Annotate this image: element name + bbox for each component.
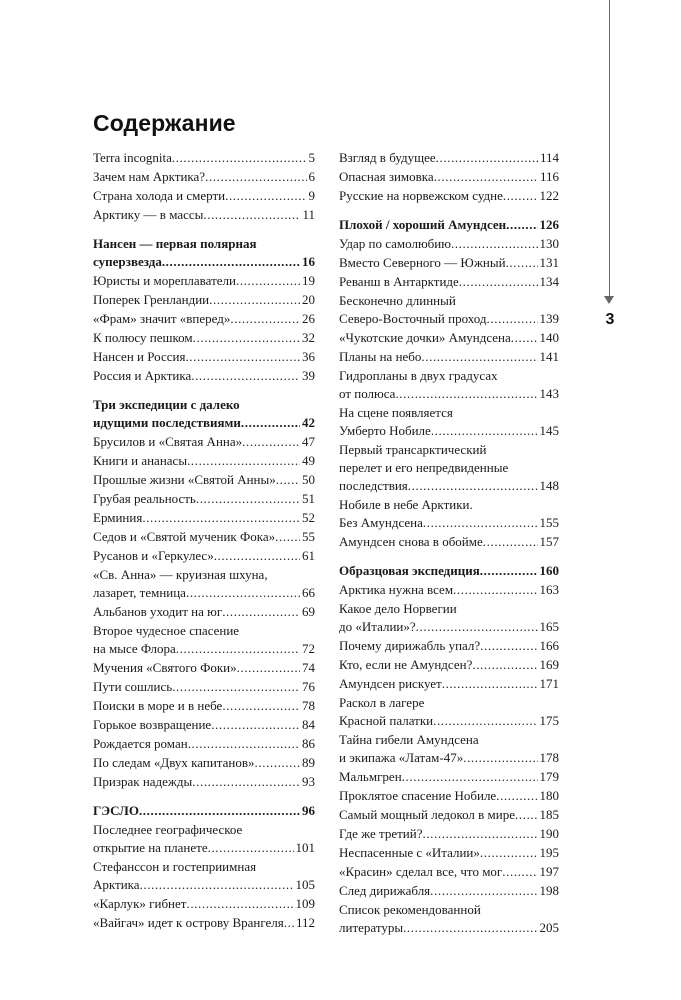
toc-entry-page-number: 205 bbox=[539, 920, 559, 935]
dot-leader bbox=[241, 414, 300, 432]
toc-entry-title-line: «Фрам» значит «вперед» bbox=[93, 311, 231, 326]
toc-entry bbox=[339, 844, 559, 862]
toc-entry-page-number: 55 bbox=[302, 529, 315, 544]
toc-entry bbox=[339, 731, 559, 767]
dot-leader bbox=[242, 433, 300, 451]
toc-entry-title-line: Россия и Арктика bbox=[93, 368, 192, 383]
toc-entry-title-line: перелет и его непредвиденные bbox=[339, 460, 509, 475]
toc-entry-page-number: 47 bbox=[302, 434, 315, 449]
dot-leader bbox=[237, 659, 300, 677]
dot-leader bbox=[255, 754, 300, 772]
toc-entry-page-number: 19 bbox=[302, 273, 315, 288]
toc-entry-page-number: 185 bbox=[539, 807, 559, 822]
toc-entry-title-line: на мысе Флора bbox=[93, 641, 176, 656]
toc-entry-page-number: 157 bbox=[539, 534, 559, 549]
dot-leader bbox=[451, 235, 538, 253]
dot-leader bbox=[487, 310, 538, 328]
toc-entry bbox=[93, 547, 315, 565]
toc-section-heading bbox=[93, 396, 315, 432]
toc-entry bbox=[93, 622, 315, 658]
toc-entry-page-number: 26 bbox=[302, 311, 315, 326]
dot-leader bbox=[503, 187, 538, 205]
dot-leader bbox=[225, 187, 306, 205]
dot-leader bbox=[480, 637, 537, 655]
toc-entry-title-line: Рождается роман bbox=[93, 736, 188, 751]
toc-entry-title-line: Нансен — первая полярная bbox=[93, 236, 257, 251]
toc-entry-title-line: Где же третий? bbox=[339, 826, 423, 841]
dot-leader bbox=[459, 273, 538, 291]
toc-entry bbox=[93, 914, 315, 932]
toc-entry bbox=[93, 821, 315, 857]
dot-leader bbox=[205, 168, 306, 186]
toc-entry-title-line: Седов и «Святой мученик Фока» bbox=[93, 529, 276, 544]
dot-leader bbox=[480, 844, 538, 862]
toc-entry bbox=[339, 187, 559, 205]
dot-leader bbox=[403, 919, 537, 937]
dot-leader bbox=[453, 581, 537, 599]
toc-entry-title-line: Поперек Гренландии bbox=[93, 292, 210, 307]
toc-entry-title-line: Арктика bbox=[93, 877, 140, 892]
toc-entry-page-number: 93 bbox=[302, 774, 315, 789]
toc-entry-title-line: Нобиле в небе Арктики. bbox=[339, 497, 473, 512]
page-number: 3 bbox=[605, 311, 615, 328]
toc-entry-title-line: Почему дирижабль упал? bbox=[339, 638, 481, 653]
toc-entry-page-number: 49 bbox=[302, 453, 315, 468]
toc-entry bbox=[339, 168, 559, 186]
page-title: Содержание bbox=[93, 110, 236, 136]
toc-entry-title-line: Мальмгрен bbox=[339, 769, 402, 784]
toc-entry bbox=[339, 768, 559, 786]
toc-entry-page-number: 61 bbox=[302, 548, 315, 563]
dot-leader bbox=[483, 533, 538, 551]
toc-entry-title-line: Планы на небо bbox=[339, 349, 422, 364]
toc-entry-title-line: Стефанссон и гостеприимная bbox=[93, 859, 257, 874]
toc-section-heading bbox=[93, 802, 315, 820]
toc-entry-title-line: последствия bbox=[339, 478, 408, 493]
toc-entry bbox=[339, 863, 559, 881]
dot-leader bbox=[236, 272, 300, 290]
toc-entry-title-line: Три экспедиции с далеко bbox=[93, 397, 240, 412]
toc-entry bbox=[339, 882, 559, 900]
toc-entry-title-line: Без Амундсена bbox=[339, 515, 423, 530]
dot-leader bbox=[162, 253, 300, 271]
toc-entry bbox=[93, 310, 315, 328]
toc-entry-title-line: идущими последствиями bbox=[93, 415, 241, 430]
toc-entry bbox=[93, 291, 315, 309]
toc-entry-title-line: Пути сошлись bbox=[93, 679, 173, 694]
toc-entry bbox=[339, 292, 559, 328]
dot-leader bbox=[506, 254, 538, 272]
toc-entry bbox=[339, 254, 559, 272]
toc-entry bbox=[339, 806, 559, 824]
toc-entry-title-line: Проклятое спасение Нобиле bbox=[339, 788, 497, 803]
toc-entry-title-line: Северо-Восточный проход bbox=[339, 311, 487, 326]
dot-leader bbox=[423, 514, 538, 532]
toc-entry bbox=[93, 433, 315, 451]
dot-leader bbox=[502, 863, 537, 881]
toc-entry-page-number: 130 bbox=[539, 236, 559, 251]
toc-entry-title-line: литературы bbox=[339, 920, 404, 935]
toc-entry-page-number: 148 bbox=[539, 478, 559, 493]
toc-entry bbox=[339, 600, 559, 636]
toc-entry bbox=[339, 404, 559, 440]
dot-leader bbox=[431, 422, 538, 440]
toc-entry-title-line: На сцене появляется bbox=[339, 405, 453, 420]
toc-entry-page-number: 36 bbox=[302, 349, 315, 364]
toc-entry-page-number: 96 bbox=[302, 803, 315, 818]
toc-entry bbox=[93, 272, 315, 290]
dot-leader bbox=[463, 749, 537, 767]
toc-entry-title-line: Брусилов и «Святая Анна» bbox=[93, 434, 243, 449]
toc-entry-title-line: Первый трансарктический bbox=[339, 442, 487, 457]
toc-entry-title-line: Поиски в море и в небе bbox=[93, 698, 223, 713]
toc-entry bbox=[93, 735, 315, 753]
dot-leader bbox=[176, 640, 300, 658]
toc-entry bbox=[93, 858, 315, 894]
toc-entry-title-line: Умберто Нобиле bbox=[339, 423, 431, 438]
toc-entry-page-number: 6 bbox=[308, 169, 315, 184]
toc-entry bbox=[339, 901, 559, 937]
toc-entry bbox=[339, 656, 559, 674]
toc-entry-page-number: 180 bbox=[539, 788, 559, 803]
dot-leader bbox=[434, 168, 538, 186]
dot-leader bbox=[203, 206, 300, 224]
dot-leader bbox=[211, 716, 300, 734]
toc-section-heading bbox=[339, 562, 559, 580]
dot-leader bbox=[139, 802, 300, 820]
toc-entry-page-number: 139 bbox=[539, 311, 559, 326]
toc-entry-page-number: 69 bbox=[302, 604, 315, 619]
toc-entry-title-line: Самый мощный ледокол в мире bbox=[339, 807, 516, 822]
dot-leader bbox=[208, 839, 294, 857]
toc-entry-page-number: 143 bbox=[539, 386, 559, 401]
toc-entry-title-line: Удар по самолюбию bbox=[339, 236, 451, 251]
toc-entry bbox=[93, 149, 315, 167]
dot-leader bbox=[416, 618, 538, 636]
toc-entry-page-number: 175 bbox=[539, 713, 559, 728]
toc-entry-title-line: открытие на планете bbox=[93, 840, 208, 855]
dot-leader bbox=[142, 509, 300, 527]
toc-entry bbox=[93, 452, 315, 470]
toc-entry-title-line: Тайна гибели Амундсена bbox=[339, 732, 479, 747]
toc-entry bbox=[93, 659, 315, 677]
toc-entry-title-line: «Св. Анна» — круизная шхуна, bbox=[93, 567, 268, 582]
toc-entry-title-line: Страна холода и смерти bbox=[93, 188, 226, 203]
toc-entry-page-number: 16 bbox=[302, 254, 315, 269]
toc-entry-title-line: до «Италии»? bbox=[339, 619, 416, 634]
dot-leader bbox=[192, 773, 300, 791]
toc-entry bbox=[339, 441, 559, 495]
toc-entry bbox=[93, 716, 315, 734]
dot-leader bbox=[193, 329, 300, 347]
toc-entry-page-number: 101 bbox=[295, 840, 315, 855]
toc-entry-page-number: 11 bbox=[302, 207, 315, 222]
toc-entry-page-number: 163 bbox=[539, 582, 559, 597]
toc-entry bbox=[93, 206, 315, 224]
dot-leader bbox=[276, 471, 300, 489]
arrow-down-icon bbox=[604, 296, 614, 304]
toc-entry-title-line: Terra incognita bbox=[93, 150, 172, 165]
toc-entry bbox=[339, 496, 559, 532]
dot-leader bbox=[222, 603, 300, 621]
toc-entry-page-number: 178 bbox=[539, 750, 559, 765]
dot-leader bbox=[196, 490, 300, 508]
toc-entry-title-line: Взгляд в будущее bbox=[339, 150, 436, 165]
dot-leader bbox=[172, 149, 307, 167]
toc-entry-title-line: Образцовая экспедиция bbox=[339, 563, 480, 578]
toc-entry-title-line: Второе чудесное спасение bbox=[93, 623, 240, 638]
toc-entry bbox=[339, 533, 559, 551]
toc-entry-title-line: Какое дело Норвегии bbox=[339, 601, 457, 616]
toc-entry-page-number: 155 bbox=[539, 515, 559, 530]
toc-entry-title-line: Грубая реальность bbox=[93, 491, 196, 506]
toc-entry bbox=[339, 675, 559, 693]
dot-leader bbox=[515, 806, 537, 824]
toc-entry-page-number: 39 bbox=[302, 368, 315, 383]
dot-leader bbox=[185, 348, 300, 366]
toc-entry-title-line: Амундсен рискует bbox=[339, 676, 442, 691]
toc-entry bbox=[339, 787, 559, 805]
dot-leader bbox=[230, 310, 300, 328]
toc-entry-page-number: 86 bbox=[302, 736, 315, 751]
toc-entry bbox=[93, 471, 315, 489]
toc-entry bbox=[93, 490, 315, 508]
toc-entry bbox=[93, 509, 315, 527]
dot-leader bbox=[186, 895, 293, 913]
toc-entry-title-line: Кто, если не Амундсен? bbox=[339, 657, 473, 672]
toc-entry-page-number: 160 bbox=[539, 563, 559, 578]
toc-entry-page-number: 109 bbox=[295, 896, 315, 911]
toc-entry bbox=[93, 367, 315, 385]
toc-entry-page-number: 197 bbox=[539, 864, 559, 879]
toc-entry bbox=[93, 187, 315, 205]
toc-entry-page-number: 131 bbox=[539, 255, 559, 270]
toc-entry bbox=[93, 697, 315, 715]
toc-entry-title-line: По следам «Двух капитанов» bbox=[93, 755, 255, 770]
toc-entry-title-line: Список рекомендованной bbox=[339, 902, 481, 917]
toc-entry-page-number: 114 bbox=[539, 150, 559, 165]
toc-entry-page-number: 195 bbox=[539, 845, 559, 860]
toc-entry-page-number: 141 bbox=[539, 349, 559, 364]
toc-entry-title-line: Последнее географическое bbox=[93, 822, 243, 837]
toc-entry-title-line: Русские на норвежском судне bbox=[339, 188, 503, 203]
toc-entry-page-number: 51 bbox=[302, 491, 315, 506]
toc-entry-title-line: «Чукотские дочки» Амундсена bbox=[339, 330, 511, 345]
toc-entry-title-line: Книги и ананасы bbox=[93, 453, 188, 468]
dot-leader bbox=[214, 547, 300, 565]
toc-entry-page-number: 126 bbox=[539, 217, 559, 232]
dot-leader bbox=[496, 787, 537, 805]
toc-entry-title-line: Зачем нам Арктика? bbox=[93, 169, 206, 184]
toc-entry bbox=[93, 168, 315, 186]
toc-entry-title-line: Мучения «Святого Фоки» bbox=[93, 660, 237, 675]
toc-entry-page-number: 52 bbox=[302, 510, 315, 525]
dot-leader bbox=[480, 562, 538, 580]
dot-leader bbox=[209, 291, 300, 309]
toc-entry-title-line: След дирижабля bbox=[339, 883, 431, 898]
toc-entry-page-number: 171 bbox=[539, 676, 559, 691]
toc-entry-page-number: 169 bbox=[539, 657, 559, 672]
toc-entry-title-line: Гидропланы в двух градусах bbox=[339, 368, 498, 383]
dot-leader bbox=[187, 452, 300, 470]
toc-entry-title-line: Неспасенные с «Италии» bbox=[339, 845, 480, 860]
toc-entry-title-line: Горькое возвращение bbox=[93, 717, 212, 732]
dot-leader bbox=[511, 329, 538, 347]
dot-leader bbox=[284, 914, 294, 932]
toc-entry-page-number: 84 bbox=[302, 717, 315, 732]
toc-entry-title-line: К полюсу пешком bbox=[93, 330, 193, 345]
dot-leader bbox=[430, 882, 537, 900]
dot-leader bbox=[140, 876, 294, 894]
dot-leader bbox=[188, 735, 300, 753]
dot-leader bbox=[222, 697, 300, 715]
toc-entry-page-number: 5 bbox=[308, 150, 315, 165]
toc-entry-page-number: 72 bbox=[302, 641, 315, 656]
toc-entry bbox=[339, 581, 559, 599]
toc-entry-page-number: 9 bbox=[308, 188, 315, 203]
toc-entry bbox=[339, 273, 559, 291]
toc-entry bbox=[339, 235, 559, 253]
toc-entry-title-line: Раскол в лагере bbox=[339, 695, 425, 710]
toc-entry bbox=[93, 603, 315, 621]
toc-entry-title-line: Русанов и «Геркулес» bbox=[93, 548, 214, 563]
toc-entry-title-line: Прошлые жизни «Святой Анны» bbox=[93, 472, 276, 487]
page-marker-line bbox=[609, 0, 610, 297]
toc-entry-page-number: 32 bbox=[302, 330, 315, 345]
dot-leader bbox=[472, 656, 537, 674]
toc-entry-title-line: «Вайгач» идет к острову Врангеля bbox=[93, 915, 284, 930]
toc-entry-page-number: 116 bbox=[539, 169, 559, 184]
toc-entry-title-line: Плохой / хороший Амундсен bbox=[339, 217, 507, 232]
dot-leader bbox=[433, 712, 537, 730]
toc-entry bbox=[339, 149, 559, 167]
dot-leader bbox=[408, 477, 538, 495]
toc-entry bbox=[93, 566, 315, 602]
dot-leader bbox=[191, 367, 300, 385]
toc-entry-title-line: Реванш в Антарктиде bbox=[339, 274, 459, 289]
toc-entry-page-number: 76 bbox=[302, 679, 315, 694]
toc-entry-title-line: Призрак надежды bbox=[93, 774, 193, 789]
toc-entry bbox=[93, 773, 315, 791]
toc-entry-title-line: Альбанов уходит на юг bbox=[93, 604, 223, 619]
toc-entry-title-line: суперзвезда bbox=[93, 254, 162, 269]
dot-leader bbox=[275, 528, 300, 546]
toc-entry-title-line: ГЭСЛО bbox=[93, 803, 139, 818]
toc-entry-page-number: 122 bbox=[539, 188, 559, 203]
toc-entry-title-line: «Красин» сделал все, что мог bbox=[339, 864, 503, 879]
toc-entry bbox=[339, 348, 559, 366]
toc-column-left bbox=[93, 149, 315, 933]
dot-leader bbox=[402, 768, 538, 786]
toc-section-heading bbox=[339, 216, 559, 234]
dot-leader bbox=[395, 385, 537, 403]
toc-entry-title-line: Ерминия bbox=[93, 510, 143, 525]
toc-entry-title-line: Вместо Северного — Южный bbox=[339, 255, 506, 270]
toc-entry-title-line: от полюса bbox=[339, 386, 396, 401]
toc-entry-page-number: 190 bbox=[539, 826, 559, 841]
toc-entry-page-number: 145 bbox=[539, 423, 559, 438]
toc-entry-title-line: Арктику — в массы bbox=[93, 207, 204, 222]
toc-entry bbox=[339, 367, 559, 403]
toc-entry bbox=[93, 329, 315, 347]
toc-entry-page-number: 179 bbox=[539, 769, 559, 784]
toc-entry-page-number: 42 bbox=[302, 415, 315, 430]
toc-section-heading bbox=[93, 235, 315, 271]
toc-entry bbox=[339, 637, 559, 655]
toc-entry-page-number: 105 bbox=[295, 877, 315, 892]
toc-entry-page-number: 74 bbox=[302, 660, 315, 675]
toc-entry-title-line: «Карлук» гибнет bbox=[93, 896, 187, 911]
toc-entry bbox=[339, 694, 559, 730]
toc-entry-title-line: Красной палатки bbox=[339, 713, 434, 728]
toc-entry-page-number: 50 bbox=[302, 472, 315, 487]
toc-entry bbox=[339, 329, 559, 347]
toc-entry-page-number: 112 bbox=[295, 915, 315, 930]
toc-entry-page-number: 20 bbox=[302, 292, 315, 307]
dot-leader bbox=[436, 149, 538, 167]
toc-entry-page-number: 166 bbox=[539, 638, 559, 653]
dot-leader bbox=[421, 348, 537, 366]
toc-entry-title-line: Нансен и Россия bbox=[93, 349, 186, 364]
toc-entry-title-line: и экипажа «Латам-47» bbox=[339, 750, 464, 765]
toc-entry-page-number: 198 bbox=[539, 883, 559, 898]
toc-entry-page-number: 165 bbox=[539, 619, 559, 634]
toc-entry-title-line: лазарет, темница bbox=[93, 585, 186, 600]
toc-entry-title-line: Амундсен снова в обойме bbox=[339, 534, 483, 549]
dot-leader bbox=[422, 825, 537, 843]
toc-entry-title-line: Арктика нужна всем bbox=[339, 582, 454, 597]
toc-entry bbox=[93, 348, 315, 366]
toc-entry-page-number: 134 bbox=[539, 274, 559, 289]
toc-entry bbox=[93, 528, 315, 546]
dot-leader bbox=[172, 678, 300, 696]
toc-entry-page-number: 66 bbox=[302, 585, 315, 600]
toc-column-right bbox=[339, 149, 559, 938]
toc-entry-page-number: 78 bbox=[302, 698, 315, 713]
toc-entry bbox=[93, 754, 315, 772]
toc-entry-title-line: Бесконечно длинный bbox=[339, 293, 456, 308]
dot-leader bbox=[506, 216, 537, 234]
toc-entry-page-number: 89 bbox=[302, 755, 315, 770]
dot-leader bbox=[186, 584, 300, 602]
toc-entry bbox=[93, 895, 315, 913]
toc-entry-title-line: Опасная зимовка bbox=[339, 169, 434, 184]
toc-entry-page-number: 140 bbox=[539, 330, 559, 345]
toc-entry bbox=[93, 678, 315, 696]
toc-entry-title-line: Юристы и мореплаватели bbox=[93, 273, 236, 288]
dot-leader bbox=[442, 675, 538, 693]
toc-entry bbox=[339, 825, 559, 843]
